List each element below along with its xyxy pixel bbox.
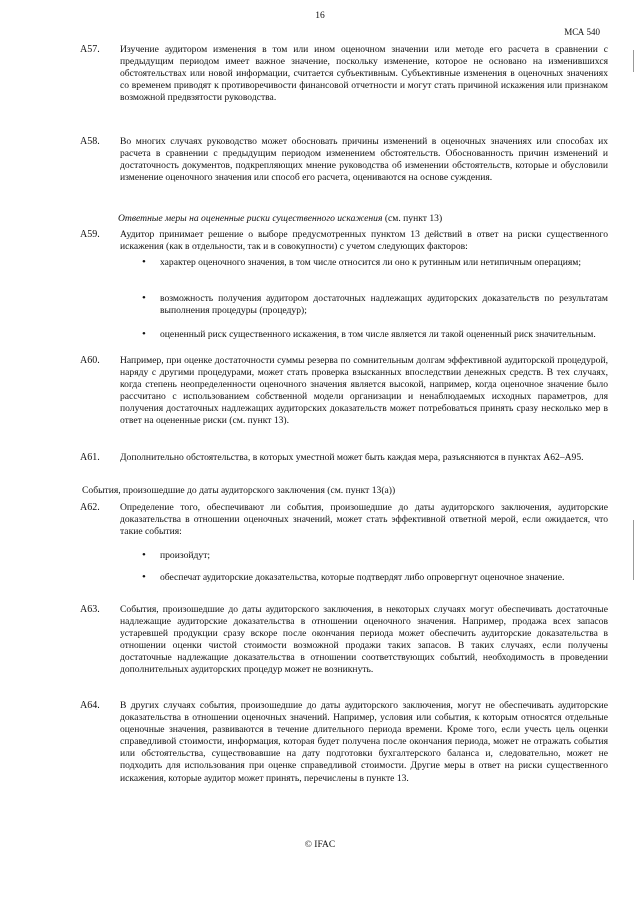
paragraph-text: Например, при оценке достаточности суммы резерва по сомнительным долгам эффективной аудиторской процедурой, наряду с другими процедурами, может стать проверка взысканных впоследствии денежных средств. В тех случаях, когда степень неопределенности оценочного значения является высокой, например, когда оценочное значение было рассчитано с использованием собственной модели организации и ненаблюдаемых исходных параметров, для получения достаточных надлежащих аудиторских доказательств может потребоваться принять сразу несколько мер в ответ на оцененные риски (см. пункт 13). [120, 355, 608, 427]
paragraph-text: Аудитор принимает решение о выборе предусмотренных пунктом 13 действий в ответ на риски существенного искажения (как в отдельности, так и в совокупности) с учетом следующих факторов: [120, 229, 608, 253]
paragraph-text: В других случаях события, произошедшие до даты аудиторского заключения, могут не обеспечивать аудиторские доказательства в отношении оценочных значений. Например, условия или события, к которым относятся отдельные оценочные значения, развиваются в течение длительного периода времени. Кроме того, если учесть цель оценки справедливой стоимости, информация, которая будет получена после окончания периода, может не отражать события или обстоятельства, существовавшие на дату подготовки бухгалтерского баланса и, следовательно, может не подходить для использования при оценке справедливой стоимости. Другие меры в ответ на риски существенного искажения, которые аудитор может принять, перечислены в пункте 13. [120, 700, 608, 784]
heading-italic-text: Ответные меры на оцененные риски существенного искажения [118, 213, 383, 224]
bullet-icon: • [142, 256, 146, 268]
list-item [142, 328, 608, 341]
list-item-text: оцененный риск существенного искажения, в том числе является ли такой оцененный риск значительным. [160, 329, 596, 340]
list-item-text: возможность получения аудитором достаточных надлежащих аудиторских доказательств по результатам выполнения процедуры (процедур); [160, 293, 608, 317]
paragraph-number: A60. [80, 355, 100, 366]
list-item [142, 549, 608, 562]
list-item [142, 292, 608, 317]
paragraph-a59 [80, 229, 608, 253]
section-heading-events: События, произошедшие до даты аудиторского заключения (см. пункт 13(a)) [82, 485, 396, 496]
paragraph-number: A61. [80, 452, 100, 463]
page-number: 16 [315, 11, 325, 21]
paragraph-a64 [80, 700, 608, 785]
paragraph-a57 [80, 44, 608, 104]
bullet-icon: • [142, 328, 146, 340]
list-item [142, 571, 608, 584]
list-item-text: произойдут; [160, 550, 211, 561]
paragraph-text: Дополнительно обстоятельства, в которых уместной может быть каждая мера, разъясняются в пунктах А62–А95. [120, 452, 584, 463]
list-item-text: характер оценочного значения, в том числе относится ли оно к рутинным или нетипичным операциям; [160, 257, 582, 268]
paragraph-a62 [80, 502, 608, 538]
paragraph-number: A59. [80, 229, 100, 240]
paragraph-text: Изучение аудитором изменения в том или ином оценочном значении или методе его расчета в сравнении с предыдущим периодом имеет важное значение, поскольку изменение, которое не основано на изменившихся обстоятельствах или новой информации, считается субъективным. Субъективные изменения в оценочных значениях со временем приводят к противоречивости финансовой отчетности и могут стать причиной искажения или признаком возможной предвзятости руководства. [120, 44, 608, 104]
paragraph-text: Определение того, обеспечивают ли события, произошедшие до даты аудиторского заключения, аудиторские доказательства в отношении оценочных значений, может стать эффективной ответной мерой, если ожидается, что такие события: [120, 502, 608, 538]
section-heading-responses [118, 213, 606, 225]
footer-copyright: © IFAC [304, 840, 336, 850]
bullet-icon: • [142, 571, 146, 583]
paragraph-a58 [80, 136, 608, 184]
paragraph-a61 [80, 452, 608, 464]
paragraph-text: Во многих случаях руководство может обосновать причины изменений в оценочных значениях или способах их расчета в сравнении с предыдущим периодом изменением обстоятельств. Обоснованность причин изменений и достаточность документов, подкрепляющих мнение руководства об изменении обстоятельств, которые и обусловили изменение оценочного значения или способ его расчета, оцениваются на основе суждения. [120, 136, 608, 184]
scan-edge-mark [633, 520, 634, 580]
paragraph-a60 [80, 355, 608, 428]
paragraph-number: A63. [80, 604, 100, 615]
heading-reference: (см. пункт 13) [382, 213, 443, 224]
paragraph-number: A57. [80, 44, 100, 55]
paragraph-number: A62. [80, 502, 100, 513]
bullet-icon: • [142, 292, 146, 304]
paragraph-text: События, произошедшие до даты аудиторского заключения, в некоторых случаях могут обеспечивать достаточные надлежащие аудиторские доказательства в отношении оценочного значения. Например, продажа всех запасов устаревшей продукции сразу вскоре после окончания периода может обеспечить аудиторские доказательства в отношении оценки чистой стоимости возможной продажи таких запасов. В таких случаях, если получены достаточные надлежащие доказательства в отношении соответствующих событий, необходимость в проведении дополнительных аудиторских процедур может не возникнуть. [120, 604, 608, 676]
paragraph-number: A58. [80, 136, 100, 147]
scan-edge-mark [633, 50, 634, 72]
list-item [142, 256, 608, 269]
list-item-text: обеспечат аудиторские доказательства, которые подтвердят либо опровергнут оценочное значение. [160, 572, 565, 583]
standard-code: МСА 540 [564, 27, 600, 37]
paragraph-a63 [80, 604, 608, 677]
paragraph-number: A64. [80, 700, 100, 711]
bullet-icon: • [142, 549, 146, 561]
